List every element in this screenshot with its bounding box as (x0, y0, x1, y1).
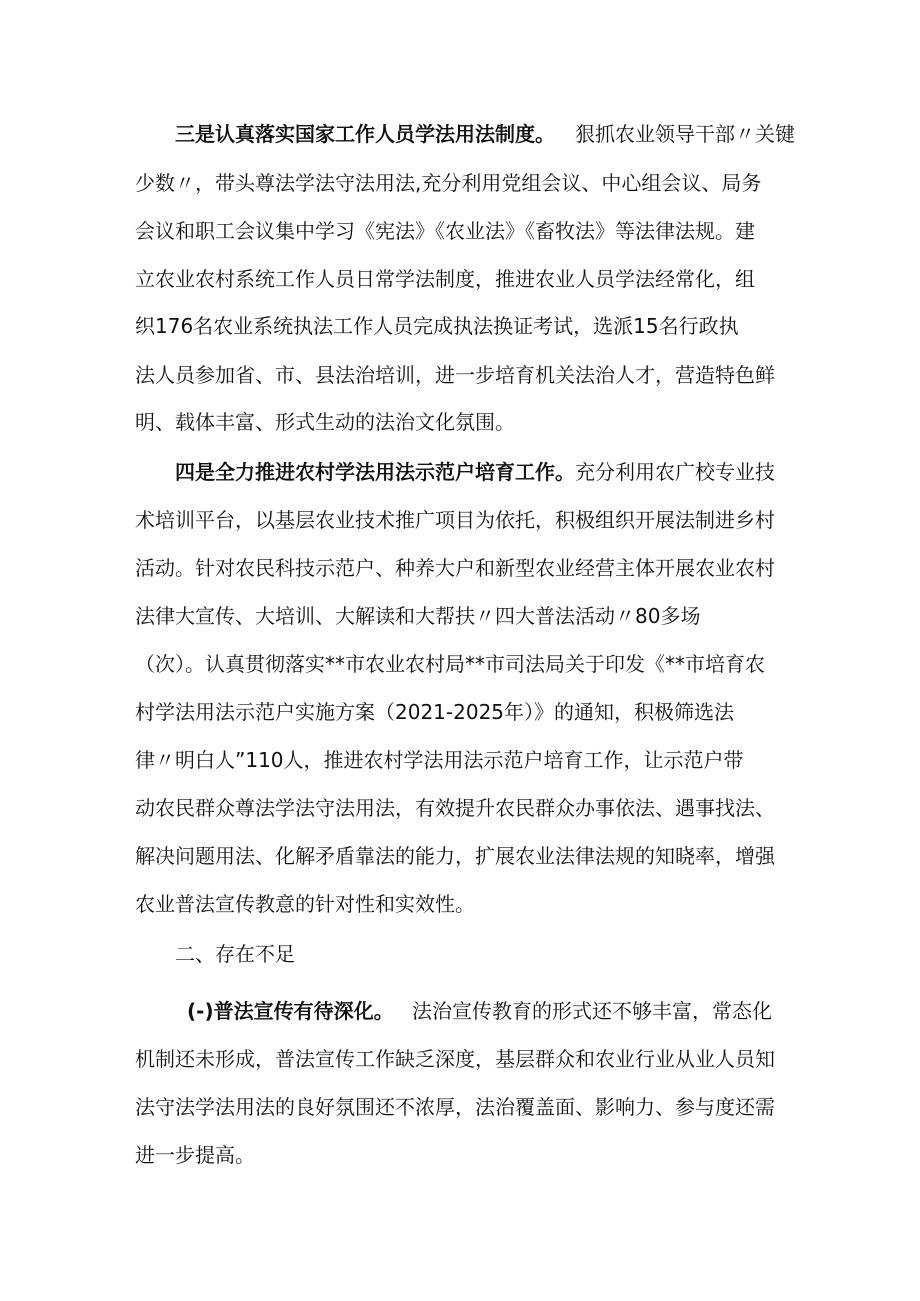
p4-heading: 四是全力推进农村学法用法示范户培育工作。 (175, 460, 575, 484)
p3-line-1-text: 狠抓农业领导干部〃关键 (575, 122, 795, 146)
p3-line-2-text: 少数〃，带头尊法学法守法用法,充分利用党组会议、中心组会议、局务 (135, 171, 762, 195)
p4-line-8-text: 动农民群众尊法学法守法用法，有效提升农民群众办事依法、遇事找法、 (135, 796, 775, 820)
p4-line-9-text: 解决问题用法、化解矛盾靠法的能力，扩展农业法律法规的知晓率，增强 (135, 844, 775, 868)
p4-line-1 (0, 452, 920, 492)
p3-line-4 (0, 259, 920, 299)
s1-line-1 (0, 991, 920, 1031)
p3-line-4-text: 立农业农村系统工作人员日常学法制度，推进农业人员学法经常化，组 (135, 267, 755, 291)
p4-line-7-text: 律〃明白人”110人，推进农村学法用法示范户培育工作，让示范户带 (135, 748, 744, 772)
p4-line-2 (0, 500, 920, 540)
p4-line-4-text: 法律大宣传、大培训、大解读和大帮扶〃四大普法活动〃80多场 (135, 604, 701, 628)
p3-heading: 三是认真落实国家工作人员学法用法制度。 (175, 122, 555, 146)
p4-line-1-text: 充分利用农广校专业技 (575, 460, 775, 484)
p4-line-4 (0, 596, 920, 636)
p4-line-10 (0, 884, 920, 924)
p4-line-6-text: 村学法用法示范户实施方案（2021-2025年）》的通知，积极筛选法 (135, 700, 735, 724)
p3-line-7 (0, 402, 920, 442)
p3-line-2 (0, 163, 920, 203)
p3-line-7-text: 明、载体丰富、形式生动的法治文化氛围。 (135, 410, 515, 434)
p4-line-5-text: （次）。认真贯彻落实**市农业农村局**市司法局关于印发《**市培育农 (135, 652, 765, 676)
section-2-title: 二、存在不足 (175, 942, 295, 966)
p4-line-2-text: 术培训平台，以基层农业技术推广项目为依托，积极组织开展法制进乡村 (135, 508, 775, 532)
p3-line-3 (0, 211, 920, 251)
s1-line-2 (0, 1039, 920, 1079)
p4-line-10-text: 农业普法宣传教意的针对性和实效性。 (135, 892, 475, 916)
s1-line-3-text: 法守法学法用法的良好氛围还不浓厚，法治覆盖面、影响力、参与度还需 (135, 1095, 775, 1119)
p4-line-7 (0, 740, 920, 780)
p4-line-6 (0, 692, 920, 732)
s1-line-4-text: 进一步提高。 (135, 1143, 255, 1167)
s1-line-3 (0, 1087, 920, 1127)
p3-line-6-text: 法人员参加省、市、县法治培训，进一步培育机关法治人才，营造特色鲜 (135, 363, 775, 387)
s1-line-2-text: 机制还未形成，普法宣传工作缺乏深度，基层群众和农业行业从业人员知 (135, 1047, 775, 1071)
p3-line-5 (0, 306, 920, 346)
p4-line-5 (0, 644, 920, 684)
p3-line-1 (0, 114, 920, 154)
p4-line-3 (0, 548, 920, 588)
section-2-line (0, 934, 920, 974)
p4-line-3-text: 活动。针对农民科技示范户、种养大户和新型农业经营主体开展农业农村 (135, 556, 775, 580)
s1-heading: (-)普法宣传有待深化。 (187, 999, 394, 1023)
p3-line-5-text: 织176名农业系统执法工作人员完成执法换证考试，选派15名行政执 (135, 314, 739, 338)
s1-line-4 (0, 1135, 920, 1175)
s1-line-1-text: 法治宣传教育的形式还不够丰富，常态化 (412, 999, 772, 1023)
p3-line-3-text: 会议和职工会议集中学习《宪法》《农业法》《畜牧法》等法律法规。建 (135, 219, 755, 243)
p4-line-9 (0, 836, 920, 876)
p3-line-6 (0, 355, 920, 395)
p4-line-8 (0, 788, 920, 828)
